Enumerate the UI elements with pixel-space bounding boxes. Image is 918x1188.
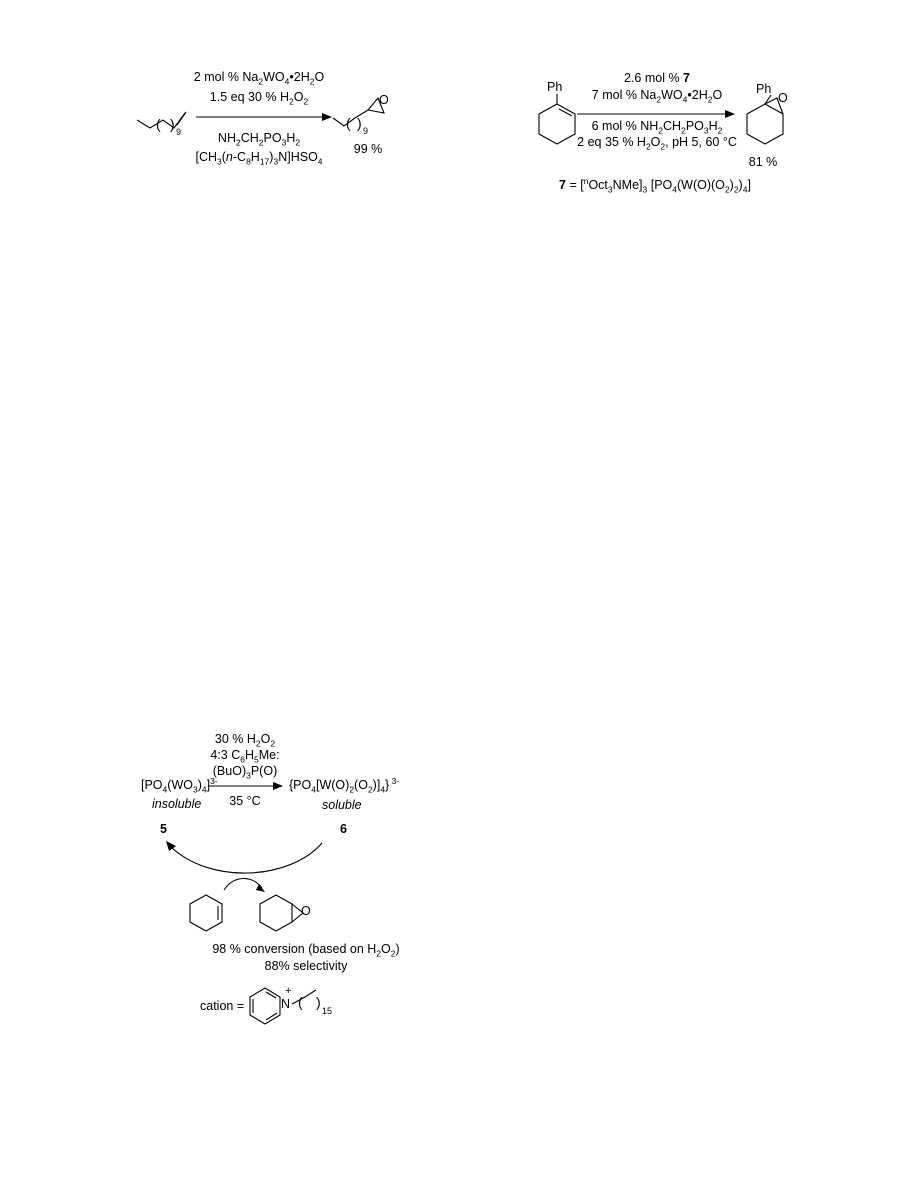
product-ph-label: Ph [756,82,772,96]
right-note: soluble [322,798,362,812]
ph-label: Ph [547,80,563,94]
reagent-line-3: $NH_2CH_2PO_3H_2$ [217,131,301,148]
left-species: $[PO_4(WO_3)_4]^{3-}$ [141,775,218,795]
reagent-line-2: 1.5 eq 30 % $H_2O_2$ [209,90,309,107]
chain-paren-open: ( [298,994,303,1010]
paren-close-product: ) [357,115,362,131]
cation-chain-index: 15 [322,1006,333,1016]
reagent2-line-3: 6 mol % $NH_2CH_2PO_3H_2$ [591,119,723,136]
substrate-arrow [224,878,262,890]
chain-index: 9 [176,127,182,137]
pyridinium-charge: + [285,985,292,997]
reagent-line-1: 2 mol % $Na_2WO_4•2H_2O$ [193,70,325,87]
pyridinium-double-bond-2 [266,1013,277,1020]
result-line-2: 88% selectivity [264,959,348,973]
compound-5-label: 5 [160,822,167,836]
compound-6-label: 6 [340,822,347,836]
hexadecyl-chain [292,990,316,1004]
cond-line-3: $(BuO)_3P(O)$ [212,764,278,781]
epoxide-oxygen: O [379,93,389,107]
substrate-arrowhead [256,884,265,892]
arrowhead-3 [273,782,283,790]
left-note: insoluble [152,797,202,811]
reagent2-line-1-prefix: 2.6 mol % [623,71,684,85]
yield-1: 99 % [353,142,383,156]
cation-label: cation = [200,999,245,1013]
reagent2-line-2: 7 mol % $Na_2WO_4•2H_2O$ [591,88,723,105]
catalyst-7-ref: 7 [683,71,691,85]
catalytic-cycle-arc [170,843,322,873]
yield-2: 81 % [748,155,778,169]
product-chain-index: 9 [363,126,369,136]
cond-line-2: 4:3 $C_6H_5Me$: [210,748,280,765]
reagent-line-4: $[CH_3(n-C_8H_{17})_3N]HSO_4$ [195,150,323,167]
chain-paren-close: ) [316,994,321,1010]
paren-close: ) [170,116,175,132]
right-species: $\{PO_4[W(O)_2(O_2)]_4\}$ $^{3-}$ [289,775,400,795]
pyridinium-double-bond-3 [266,992,276,998]
catalyst-definition: $7 = [^nOct_3NMe]_3$ $[PO_4(W(O)(O_2)_2)_4]$ [559,175,751,195]
paren-open-product: ( [346,115,351,131]
cond-line-1: 30 % $H_2O_2$ [214,732,276,749]
def-7: 7 [559,178,567,192]
product-epoxide-oxygen: O [778,91,788,105]
result-line-1: 98 % conversion (based on $H_2O_2$) [212,942,400,959]
oxide-oxygen: O [301,904,311,918]
pyridinium-n: N [281,997,291,1011]
paren-open: ( [156,116,161,132]
cyclohexene-oxide-ring [260,895,292,931]
reagent2-line-4: 2 eq 35 % $H_2O_2$, pH 5, 60 °C [577,135,737,152]
pyridinium-ring [250,988,280,1024]
cyclohexene [190,895,222,931]
cond-line-4: 35 °C [229,794,261,808]
